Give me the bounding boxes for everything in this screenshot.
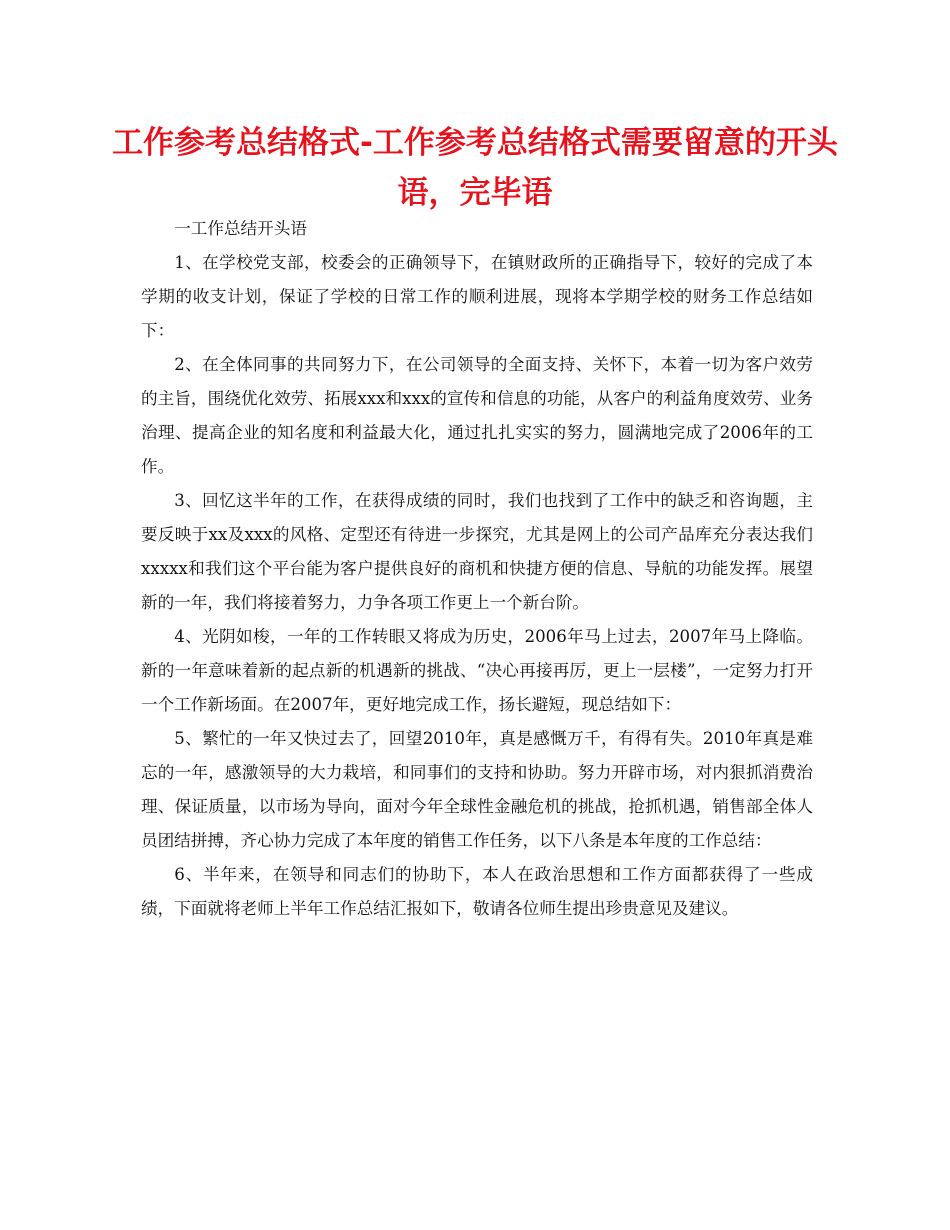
paragraph-3: 3、回忆这半年的工作，在获得成绩的同时，我们也找到了工作中的缺乏和咨询题，主要反映于xx及xxx的风格、定型还有待进一步探究，尤其是网上的公司产品库充分表达我们xxxxx和我们这个平台能为客户提供良好的商机和快捷方便的信息、导航的功能发挥。展望新的一年，我们将接着努力，力争各项工作更上一个新台阶。 (141, 491, 813, 612)
document-body (141, 212, 813, 926)
paragraph-6: 6、半年来，在领导和同志们的协助下，本人在政治思想和工作方面都获得了一些成绩，下面就将老师上半年工作总结汇报如下，敬请各位师生提出珍贵意见及建议。 (141, 865, 813, 918)
paragraph-2: 2、在全体同事的共同努力下，在公司领导的全面支持、关怀下，本着一切为客户效劳的主旨，围绕优化效劳、拓展xxx和xxx的宣传和信息的功能，从客户的利益角度效劳、业务治理、提高企业的知名度和利益最大化，通过扎扎实实的努力，圆满地完成了2006年的工作。 (141, 355, 813, 476)
paragraph-4: 4、光阴如梭，一年的工作转眼又将成为历史，2006年马上过去，2007年马上降临。新的一年意味着新的起点新的机遇新的挑战、“决心再接再厉，更上一层楼”，一定努力打开一个工作新场面。在2007年，更好地完成工作，扬长避短，现总结如下： (141, 627, 813, 714)
section-heading: 一工作总结开头语 (174, 219, 307, 238)
paragraph-5: 5、繁忙的一年又快过去了，回望2010年，真是感慨万千，有得有失。2010年真是难忘的一年，感激领导的大力栽培，和同事们的支持和协助。努力开辟市场，对内狠抓消费治理、保证质量，以市场为导向，面对今年全球性金融危机的挑战，抢抓机遇，销售部全体人员团结拼搏，齐心协力完成了本年度的销售工作任务，以下八条是本年度的工作总结： (141, 729, 813, 850)
paragraph-1: 1、在学校党支部，校委会的正确领导下，在镇财政所的正确指导下，较好的完成了本学期的收支计划，保证了学校的日常工作的顺利进展，现将本学期学校的财务工作总结如下： (141, 253, 813, 340)
document-title: 工作参考总结格式-工作参考总结格式需要留意的开头语，完毕语 (112, 125, 838, 211)
